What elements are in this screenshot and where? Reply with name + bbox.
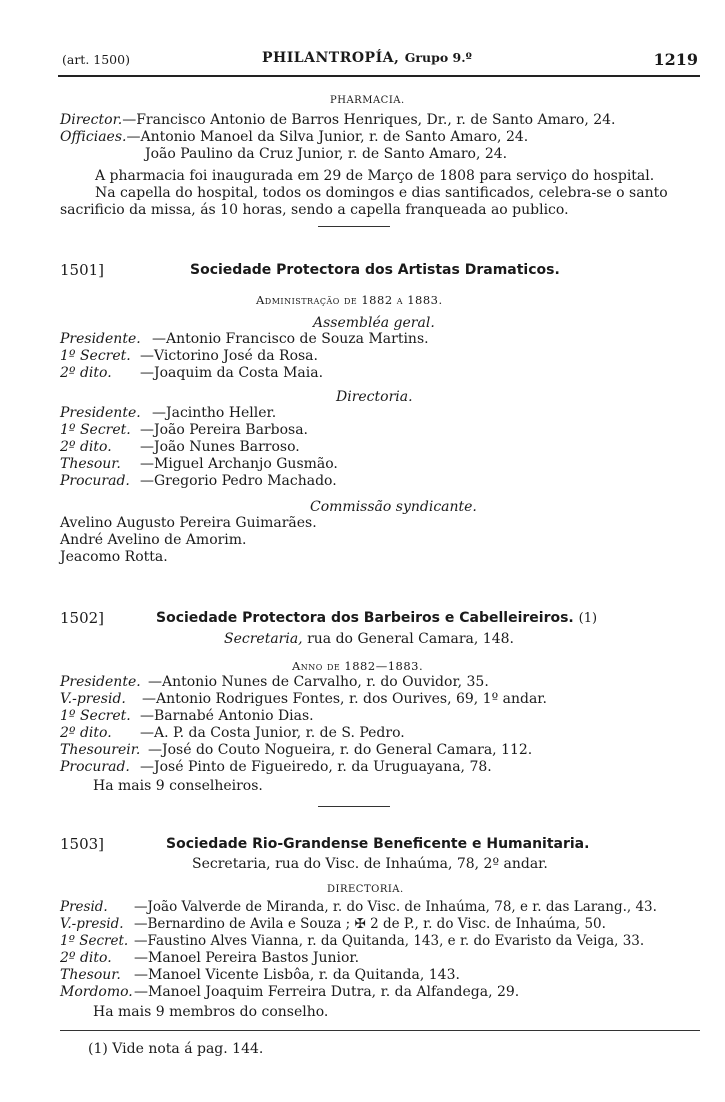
header-title-text: PHILANTROPÍA, — [262, 50, 400, 66]
person: —Bernardino de Avila e Souza ; ✠ 2 de P., r. do Visc. de Inhaúma, 50. — [134, 916, 606, 932]
secretariat-address: rua do General Camara, 148. — [302, 631, 514, 647]
header-rule — [58, 75, 700, 77]
pharmacy-note-2: Na capella do hospital, todos os domingos e dias santificados, celebra-se o santo — [95, 185, 668, 201]
person: —Gregorio Pedro Machado. — [140, 473, 337, 489]
role-label: Thesour. — [60, 967, 121, 983]
person: —João Valverde de Miranda, r. do Visc. de Inhaúma, 78, e r. das Larang., 43. — [134, 899, 657, 915]
entry-number-1502: 1502] — [60, 609, 105, 627]
person: —Jacintho Heller. — [152, 405, 277, 421]
role-label: 2º dito. — [60, 950, 112, 966]
person: —Manoel Joaquim Ferreira Dutra, r. da Alfandega, 29. — [134, 984, 520, 1000]
person: —Joaquim da Costa Maia. — [140, 365, 324, 381]
footnote-rule — [60, 1030, 700, 1031]
entry-title-1503: Sociedade Rio-Grandense Beneficente e Humanitaria. — [166, 836, 590, 852]
board-row — [60, 439, 300, 455]
pharmacy-note-1: A pharmacia foi inaugurada em 29 de Março de 1808 para serviço do hospital. — [95, 168, 655, 184]
entry-title-1502 — [156, 610, 597, 627]
entry-number-1503: 1503] — [60, 835, 105, 853]
member-row — [60, 759, 492, 775]
role-label: 2º dito. — [60, 439, 112, 455]
pharmacy-official-1-text: —Antonio Manoel da Silva Junior, r. de Santo Amaro, 24. — [126, 129, 529, 145]
board-row — [60, 422, 308, 438]
role-label: V.-presid. — [60, 916, 124, 932]
pharmacy-officials-label: Officiaes. — [60, 129, 127, 145]
member-row — [60, 916, 606, 932]
person: —João Pereira Barbosa. — [140, 422, 308, 438]
board-row — [60, 456, 338, 472]
pharmacy-note-3: sacrificio da missa, ás 10 horas, sendo a capella franqueada ao publico. — [60, 202, 569, 218]
administration-1501: Administração de 1882 a 1883. — [256, 293, 443, 307]
more-councillors-1502: Ha mais 9 conselheiros. — [93, 778, 263, 794]
person: —José do Couto Nogueira, r. do General Camara, 112. — [148, 742, 533, 758]
member-row — [60, 742, 532, 758]
person: —João Nunes Barroso. — [140, 439, 300, 455]
role-label: Thesoureir. — [60, 742, 141, 758]
header-group: Grupo 9.º — [404, 50, 472, 65]
person: —Manoel Vicente Lisbôa, r. da Quitanda, 143. — [134, 967, 460, 983]
more-members-1503: Ha mais 9 membros do conselho. — [93, 1004, 329, 1020]
role-label: Presidente. — [60, 674, 141, 690]
person: —Miguel Archanjo Gusmão. — [140, 456, 338, 472]
pharmacy-director — [60, 112, 616, 128]
section-divider — [318, 226, 390, 227]
commission-member: André Avelino de Amorim. — [60, 532, 247, 548]
person: —Barnabé Antonio Dias. — [140, 708, 314, 724]
header-article-ref: (art. 1500) — [62, 52, 130, 67]
pharmacy-director-label: Director. — [60, 112, 123, 128]
role-label: Thesour. — [60, 456, 121, 472]
pharmacy-director-text: —Francisco Antonio de Barros Henriques, Dr., r. de Santo Amaro, 24. — [122, 112, 616, 128]
entry-number-1501: 1501] — [60, 261, 105, 279]
footnote: (1) Vide nota á pag. 144. — [88, 1041, 264, 1057]
role-label: 1º Secret. — [60, 933, 129, 949]
role-label: Presid. — [60, 899, 108, 915]
role-label: 2º dito. — [60, 725, 112, 741]
commission-heading: Commissão syndicante. — [310, 499, 477, 515]
pharmacy-official-2: João Paulino da Cruz Junior, r. de Santo Amaro, 24. — [145, 146, 508, 162]
header-title — [262, 50, 472, 66]
member-row — [60, 674, 489, 690]
secretariat-1503: Secretaria, rua do Visc. de Inhaúma, 78, 2º andar. — [192, 856, 548, 872]
assembly-row — [60, 348, 318, 364]
year-1502: Anno de 1882—1883. — [292, 659, 424, 673]
role-label: 1º Secret. — [60, 422, 131, 438]
footnote-mark: (1) — [578, 611, 598, 626]
member-row — [60, 725, 405, 741]
board-heading-1501: Directoria. — [336, 389, 413, 405]
role-label: Procurad. — [60, 473, 130, 489]
role-label: Presidente. — [60, 331, 141, 347]
section-divider — [318, 806, 390, 807]
member-row — [60, 708, 314, 724]
member-row — [60, 967, 460, 983]
entry-title-1502-text: Sociedade Protectora dos Barbeiros e Cabelleireiros. — [156, 610, 574, 626]
commission-member: Jeacomo Rotta. — [60, 549, 168, 565]
person: —José Pinto de Figueiredo, r. da Uruguayana, 78. — [140, 759, 492, 775]
role-label: 2º dito. — [60, 365, 112, 381]
role-label: 1º Secret. — [60, 708, 131, 724]
commission-member: Avelino Augusto Pereira Guimarães. — [60, 515, 317, 531]
board-row — [60, 405, 276, 421]
person: —Manoel Pereira Bastos Junior. — [134, 950, 360, 966]
page-number: 1219 — [653, 50, 698, 69]
board-heading-1503: DIRECTORIA. — [327, 884, 404, 895]
role-label: V.-presid. — [60, 691, 126, 707]
role-label: 1º Secret. — [60, 348, 131, 364]
assembly-heading: Assembléa geral. — [313, 315, 435, 331]
member-row — [60, 899, 657, 915]
role-label: Mordomo. — [60, 984, 133, 1000]
person: —Victorino José da Rosa. — [140, 348, 318, 364]
person: —Faustino Alves Vianna, r. da Quitanda, 143, e r. do Evaristo da Veiga, 33. — [134, 933, 645, 949]
member-row — [60, 984, 519, 1000]
pharmacy-official-1 — [60, 129, 528, 145]
page-header — [62, 48, 698, 72]
role-label: Presidente. — [60, 405, 141, 421]
entry-title-1501: Sociedade Protectora dos Artistas Dramaticos. — [190, 262, 560, 278]
assembly-row — [60, 365, 323, 381]
person: —Antonio Francisco de Souza Martins. — [152, 331, 429, 347]
board-row — [60, 473, 337, 489]
secretariat-1502 — [224, 631, 514, 647]
assembly-row — [60, 331, 429, 347]
role-label: Procurad. — [60, 759, 130, 775]
secretariat-label: Secretaria, — [224, 631, 303, 647]
person: —Antonio Nunes de Carvalho, r. do Ouvidor, 35. — [148, 674, 489, 690]
member-row — [60, 950, 359, 966]
member-row — [60, 691, 547, 707]
person: —A. P. da Costa Junior, r. de S. Pedro. — [140, 725, 405, 741]
pharmacy-heading: PHARMACIA. — [330, 95, 405, 106]
person: —Antonio Rodrigues Fontes, r. dos Ourives, 69, 1º andar. — [142, 691, 547, 707]
member-row — [60, 933, 644, 949]
